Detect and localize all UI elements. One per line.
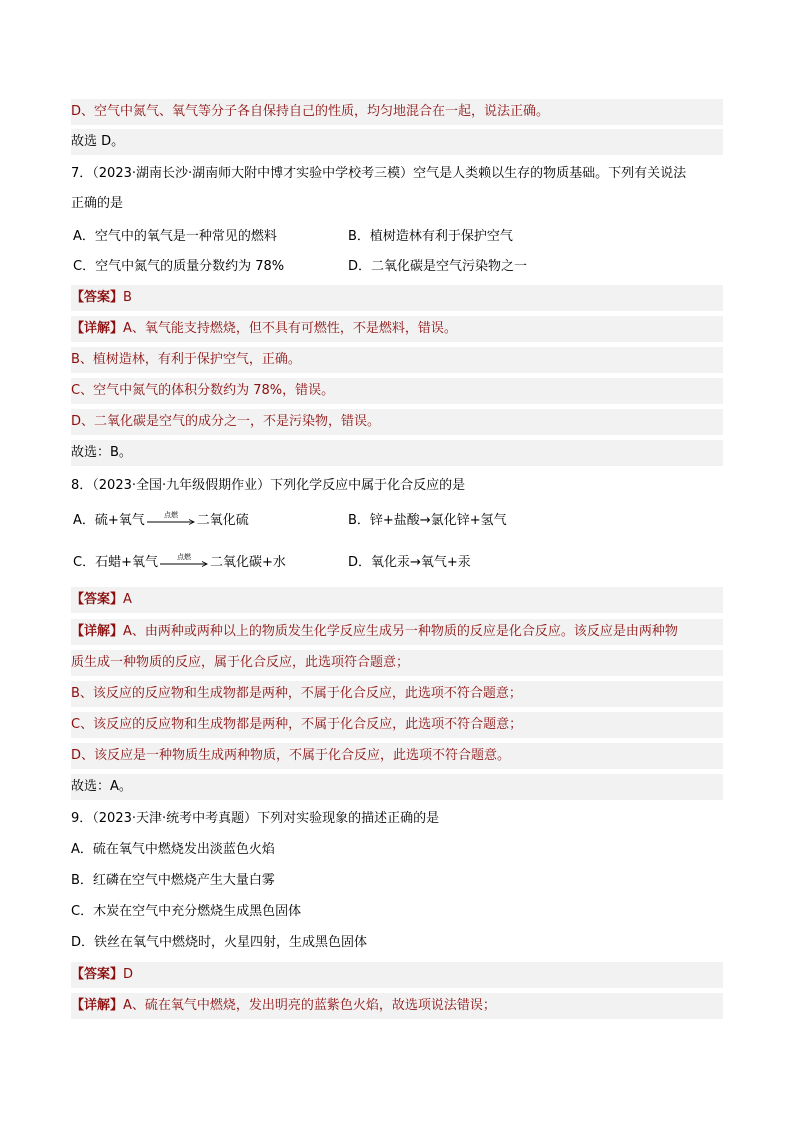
q7-option-a: A．空气中的氧气是一种常见的燃料	[73, 229, 277, 244]
q8-option-b: B．锌+盐酸→氯化锌+氢气	[348, 513, 507, 528]
q9-detail-a: 【详解】A、硫在氧气中燃烧，发出明亮的蓝紫色火焰，故选项说法错误；	[71, 993, 723, 1019]
q8-detail-c: C、该反应的反应物和生成物都是两种，不属于化合反应，此选项不符合题意；	[71, 712, 723, 738]
q9-option-a: A．硫在氧气中燃烧发出淡蓝色火焰	[71, 842, 275, 857]
q7-detail-d: D、二氧化碳是空气的成分之一，不是污染物，错误。	[71, 409, 723, 435]
detail-tag: 【详解】	[71, 321, 124, 336]
reaction-arrow-icon	[146, 510, 196, 526]
detail-tag: 【详解】	[71, 998, 124, 1013]
q8-detail-d: D、该反应是一种物质生成两种物质，不属于化合反应，此选项不符合题意。	[71, 743, 723, 769]
q7-answer	[71, 285, 723, 311]
q8-conclusion: 故选：A。	[71, 774, 723, 800]
svg-text:点燃: 点燃	[163, 510, 178, 519]
q7-answer-value: B	[123, 290, 132, 305]
q8-option-c: C．石蜡+氧气 点燃 二氧化碳+水	[73, 552, 286, 570]
q8-option-d: D．氧化汞→氧气+汞	[348, 555, 471, 570]
prev-conclusion: 故选 D。	[71, 129, 723, 155]
answer-tag: 【答案】	[71, 592, 124, 607]
q9-answer	[71, 962, 723, 988]
q7-detail-b: B、植树造林，有利于保护空气，正确。	[71, 347, 723, 373]
q7-stem-line1: 7．（2023·湖南长沙·湖南师大附中博才实验中学校考三模）空气是人类赖以生存的物质基础。下列有关说法	[71, 166, 687, 181]
answer-tag: 【答案】	[71, 967, 124, 982]
q8-option-a: A．硫+氧气 点燃 二氧化硫	[73, 510, 249, 528]
answer-tag: 【答案】	[71, 290, 124, 305]
q8-detail-a1: 【详解】A、由两种或两种以上的物质发生化学反应生成另一种物质的反应是化合反应。该反应是由两种物	[71, 619, 723, 645]
q7-option-d: D．二氧化碳是空气污染物之一	[348, 259, 528, 274]
q9-option-b: B．红磷在空气中燃烧产生大量白雾	[71, 873, 275, 888]
q9-option-d: D．铁丝在氧气中燃烧时，火星四射，生成黑色固体	[71, 935, 368, 950]
q8-stem: 8．（2023·全国·九年级假期作业）下列化学反应中属于化合反应的是	[71, 478, 466, 493]
detail-tag: 【详解】	[71, 624, 124, 639]
q9-stem: 9．（2023·天津·统考中考真题）下列对实验现象的描述正确的是	[71, 811, 440, 826]
prev-detail-d: D、空气中氮气、氧气等分子各自保持自己的性质，均匀地混合在一起，说法正确。	[71, 99, 723, 125]
q8-options-row1	[71, 508, 723, 538]
reaction-arrow-icon	[159, 552, 209, 568]
q8-options-row2	[71, 550, 723, 580]
svg-text:点燃: 点燃	[176, 552, 191, 561]
q7-options-row1	[71, 224, 723, 250]
q7-stem-line2: 正确的是	[71, 196, 124, 211]
q7-options-row2	[71, 254, 723, 280]
q7-conclusion: 故选：B。	[71, 440, 723, 466]
q8-answer-value: A	[123, 592, 132, 607]
q8-detail-b: B、该反应的反应物和生成物都是两种，不属于化合反应，此选项不符合题意；	[71, 681, 723, 707]
q7-option-c: C．空气中氮气的质量分数约为 78%	[73, 259, 285, 274]
q7-detail-c: C、空气中氮气的体积分数约为 78%，错误。	[71, 378, 723, 404]
q8-detail-a2: 质生成一种物质的反应，属于化合反应，此选项符合题意；	[71, 650, 723, 676]
q9-answer-value: D	[123, 967, 134, 982]
q7-option-b: B．植树造林有利于保护空气	[348, 229, 513, 244]
q9-option-c: C．木炭在空气中充分燃烧生成黑色固体	[71, 904, 302, 919]
q7-detail-a: 【详解】A、氧气能支持燃烧，但不具有可燃性，不是燃料，错误。	[71, 316, 723, 342]
q8-answer	[71, 587, 723, 613]
